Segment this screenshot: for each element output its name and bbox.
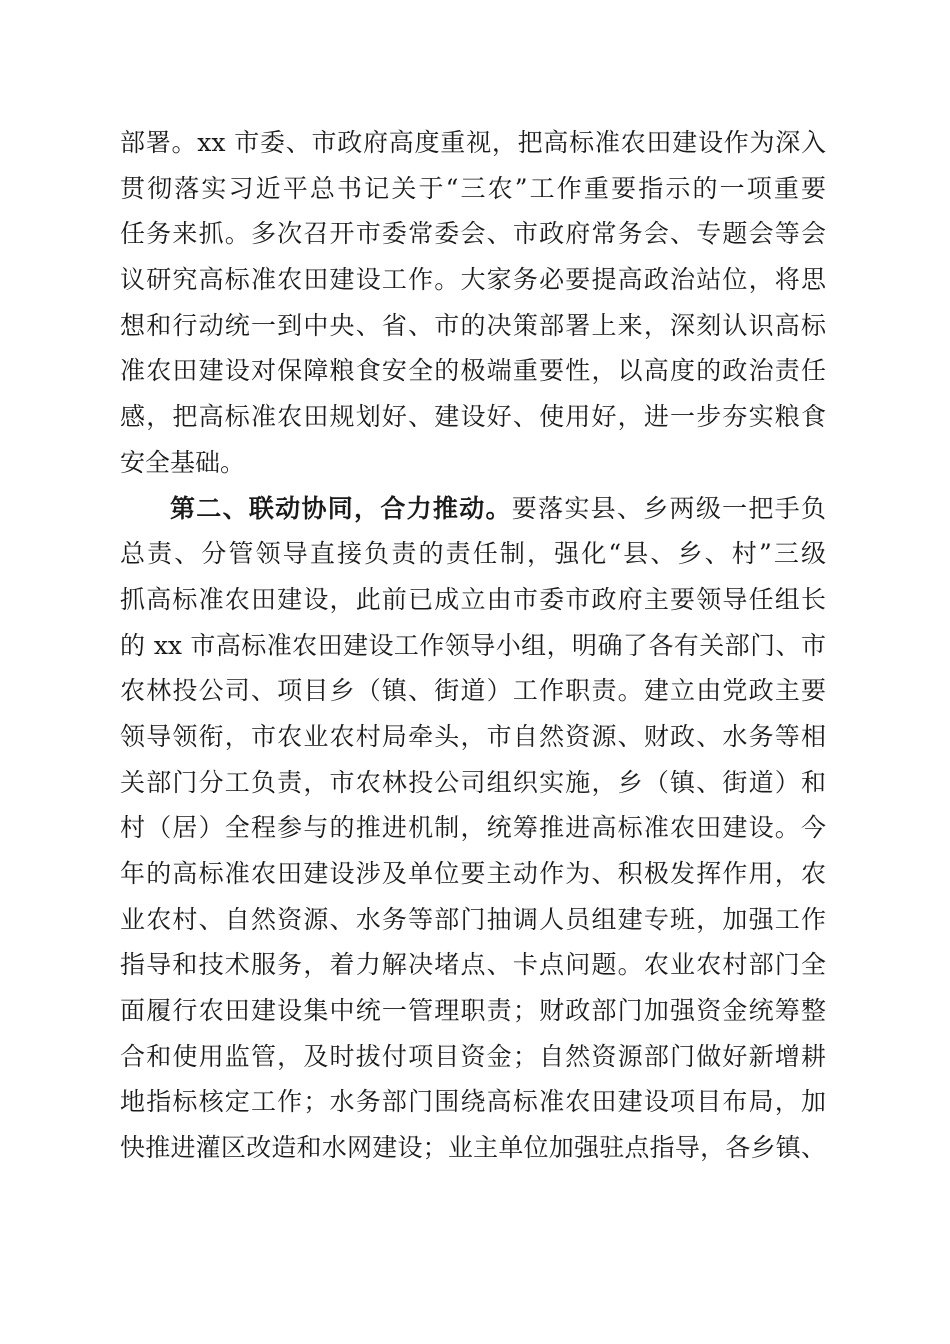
text-line: 的 xx 市高标准农田建设工作领导小组，明确了各有关部门、市 — [120, 630, 826, 660]
text-line: 总责、分管领导直接负责的责任制，强化“县、乡、村”三级 — [120, 539, 826, 569]
text-line: 合和使用监管，及时拔付项目资金；自然资源部门做好新增耕 — [120, 1041, 826, 1071]
text-line: 任务来抓。多次召开市委常委会、市政府常务会、专题会等会 — [120, 219, 826, 249]
text-line: 农林投公司、项目乡（镇、街道）工作职责。建立由党政主要 — [120, 676, 826, 706]
text-line: 安全基础。 — [120, 447, 246, 477]
text-line: 议研究高标准农田建设工作。大家务必要提高政治站位，将思 — [120, 265, 826, 295]
text-line: 地指标核定工作；水务部门围绕高标准农田建设项目布局，加 — [120, 1087, 826, 1117]
text-line-first — [120, 486, 826, 532]
text-line: 关部门分工负责，市农林投公司组织实施，乡（镇、街道）和 — [120, 767, 826, 797]
paragraph-2 — [120, 486, 826, 1171]
text-line: 贯彻落实习近平总书记关于“三农”工作重要指示的一项重要 — [120, 173, 826, 203]
text-line: 年的高标准农田建设涉及单位要主动作为、积极发挥作用，农 — [120, 859, 826, 888]
document-body — [120, 120, 826, 1171]
text-line: 指导和技术服务，着力解决堵点、卡点问题。农业农村部门全 — [120, 950, 826, 980]
text-line: 抓高标准农田建设，此前已成立由市委市政府主要领导任组长 — [120, 584, 826, 614]
text-line: 面履行农田建设集中统一管理职责；财政部门加强资金统筹整 — [120, 996, 826, 1026]
text-line: 领导领衔，市农业农村局牵头，市自然资源、财政、水务等相 — [120, 721, 826, 751]
section-heading: 第二、联动协同，合力推动。 — [170, 493, 512, 523]
text-line: 想和行动统一到中央、省、市的决策部署上来，深刻认识高标 — [120, 310, 826, 340]
paragraph-1 — [120, 120, 826, 486]
text-line: 村（居）全程参与的推进机制，统筹推进高标准农田建设。今 — [120, 813, 826, 843]
text-line: 快推进灌区改造和水网建设；业主单位加强驻点指导，各乡镇、 — [120, 1133, 826, 1163]
text-run: 要落实县、乡两级一把手负 — [511, 493, 826, 523]
text-line: 部署。xx 市委、市政府高度重视，把高标准农田建设作为深入 — [120, 128, 826, 157]
text-line: 业农村、自然资源、水务等部门抽调人员组建专班，加强工作 — [120, 904, 826, 934]
text-line: 感，把高标准农田规划好、建设好、使用好，进一步夯实粮食 — [120, 402, 826, 432]
text-line: 准农田建设对保障粮食安全的极端重要性，以高度的政治责任 — [120, 356, 826, 386]
